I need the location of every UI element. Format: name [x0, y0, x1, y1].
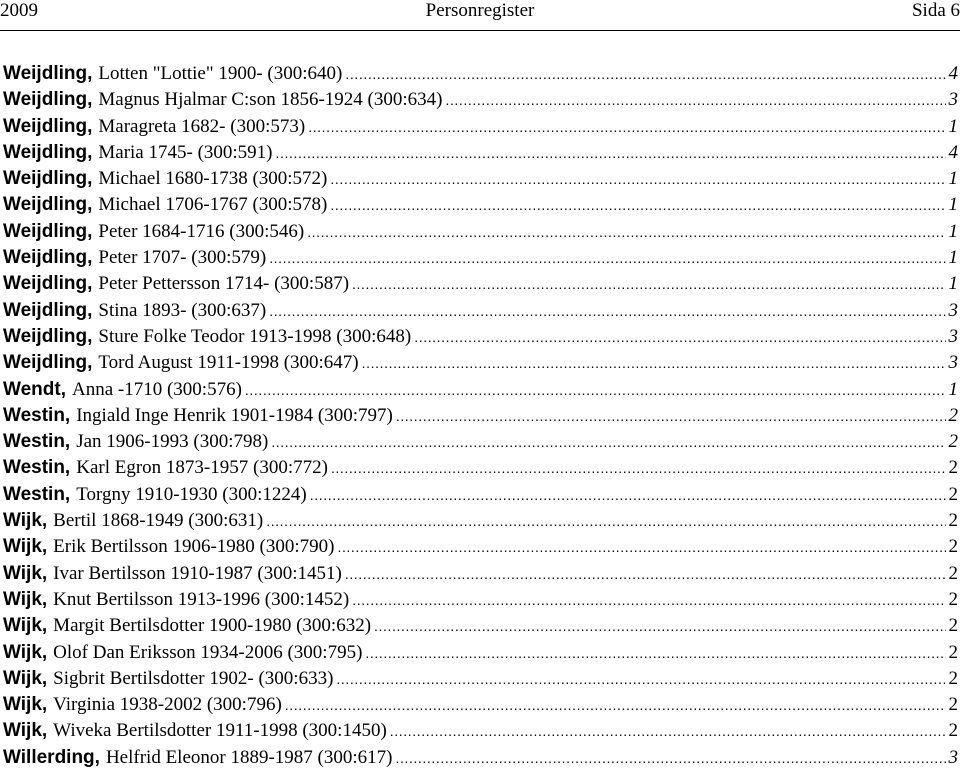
entry-details: Helfrid Eleonor 1889-1987 (300:617): [105, 746, 393, 768]
entry-page-number: 2: [948, 641, 958, 663]
entry-details: Karl Egron 1873-1957 (300:772): [76, 457, 328, 479]
entry-details: Magnus Hjalmar C:son 1856-1924 (300:634): [98, 89, 443, 111]
entry-details: Anna -1710 (300:576): [71, 378, 242, 400]
entry-page-number: 3: [948, 325, 958, 347]
dot-leader: [445, 87, 945, 113]
entry-surname: Wijk,: [3, 510, 48, 532]
entry-page-number: 2: [948, 404, 958, 426]
dot-leader: [285, 692, 946, 718]
dot-leader: [271, 429, 945, 455]
dot-leader: [266, 508, 945, 534]
index-entry: [3, 377, 960, 403]
entry-surname: Westin,: [3, 457, 71, 479]
entry-details: Erik Bertilsson 1906-1980 (300:790): [53, 536, 335, 558]
index-entry: [3, 271, 960, 297]
entry-surname: Wijk,: [3, 615, 48, 637]
index-entry: [3, 561, 960, 587]
entry-page-number: 1: [948, 378, 958, 400]
dot-leader: [345, 561, 946, 587]
entry-surname: Wijk,: [3, 536, 48, 558]
entry-page-number: 2: [948, 720, 958, 742]
index-entry: [3, 403, 960, 429]
index-entry: [3, 745, 960, 771]
index-entry: [3, 640, 960, 666]
entry-page-number: 2: [948, 536, 958, 558]
entry-surname: Weijdling,: [3, 352, 93, 374]
dot-leader: [269, 298, 945, 324]
entry-surname: Wijk,: [3, 667, 48, 689]
index-entry: [3, 166, 960, 192]
entry-page-number: 2: [948, 694, 958, 716]
entry-surname: Weijdling,: [3, 194, 93, 216]
dot-leader: [276, 140, 946, 166]
entry-page-number: 2: [948, 431, 958, 453]
entry-details: Peter 1684-1716 (300:546): [98, 220, 305, 242]
index-entry: [3, 534, 960, 560]
entry-page-number: 2: [948, 562, 958, 584]
index-entry: [3, 140, 960, 166]
entry-page-number: 1: [948, 115, 958, 137]
dot-leader: [310, 482, 946, 508]
index-entry: [3, 114, 960, 140]
entry-details: Virginia 1938-2002 (300:796): [53, 694, 282, 716]
entry-page-number: 3: [948, 299, 958, 321]
entry-details: Jan 1906-1993 (300:798): [76, 431, 269, 453]
entry-page-number: 1: [948, 273, 958, 295]
index-entry: [3, 718, 960, 744]
entry-page-number: 1: [948, 247, 958, 269]
index-entry: [3, 219, 960, 245]
index-entry: [3, 245, 960, 271]
dot-leader: [269, 245, 945, 271]
entry-surname: Weijdling,: [3, 325, 93, 347]
entry-details: Michael 1680-1738 (300:572): [98, 168, 328, 190]
entry-surname: Weijdling,: [3, 141, 93, 163]
index-entry: [3, 61, 960, 87]
index-entry: [3, 350, 960, 376]
entry-surname: Weijdling,: [3, 63, 93, 84]
entry-page-number: 4: [948, 63, 958, 84]
entry-details: Stina 1893- (300:637): [98, 299, 267, 321]
entry-details: Olof Dan Eriksson 1934-2006 (300:795): [53, 641, 363, 663]
index-entry: [3, 508, 960, 534]
dot-leader: [395, 745, 945, 771]
index-entry: [3, 324, 960, 350]
entry-details: Maragreta 1682- (300:573): [98, 115, 306, 137]
entry-page-number: 2: [948, 457, 958, 479]
entry-page-number: 2: [948, 615, 958, 637]
entry-details: Michael 1706-1767 (300:578): [98, 194, 328, 216]
index-entry: [3, 192, 960, 218]
entry-details: Margit Bertilsdotter 1900-1980 (300:632): [53, 615, 372, 637]
entry-page-number: 2: [948, 667, 958, 689]
entry-surname: Wijk,: [3, 588, 48, 610]
entry-page-number: 1: [948, 194, 958, 216]
entry-details: Bertil 1868-1949 (300:631): [53, 510, 264, 532]
dot-leader: [396, 403, 946, 429]
index-entry: [3, 666, 960, 692]
dot-leader: [307, 219, 945, 245]
entry-details: Sture Folke Teodor 1913-1998 (300:648): [98, 325, 412, 347]
entry-page-number: 3: [948, 352, 958, 374]
entry-page-number: 2: [948, 510, 958, 532]
index-entry: [3, 587, 960, 613]
entry-surname: Wijk,: [3, 562, 48, 584]
dot-leader: [308, 114, 945, 140]
entry-details: Peter 1707- (300:579): [98, 247, 267, 269]
entry-details: Maria 1745- (300:591): [98, 141, 273, 163]
entry-details: Knut Bertilsson 1913-1996 (300:1452): [53, 588, 350, 610]
header-divider: [0, 30, 960, 31]
entry-details: Torgny 1910-1930 (300:1224): [76, 483, 307, 505]
entry-page-number: 1: [948, 168, 958, 190]
entry-surname: Weijdling,: [3, 168, 93, 190]
dot-leader: [365, 640, 945, 666]
entry-page-number: 3: [948, 89, 958, 111]
entry-surname: Weijdling,: [3, 89, 93, 111]
dot-leader: [414, 324, 945, 350]
index-entry: [3, 429, 960, 455]
entry-details: Wiveka Bertilsdotter 1911-1998 (300:1450): [53, 720, 387, 742]
entry-details: Lotten "Lottie" 1900- (300:640): [98, 63, 343, 84]
entry-surname: Weijdling,: [3, 247, 93, 269]
entry-details: Ivar Bertilsson 1910-1987 (300:1451): [53, 562, 342, 584]
dot-leader: [345, 61, 945, 87]
dot-leader: [362, 350, 946, 376]
entry-details: Tord August 1911-1998 (300:647): [98, 352, 359, 374]
entry-surname: Westin,: [3, 431, 71, 453]
index-entry: [3, 298, 960, 324]
index-entry: [3, 613, 960, 639]
dot-leader: [352, 271, 945, 297]
entry-surname: Weijdling,: [3, 273, 93, 295]
header-year: 2009: [0, 0, 38, 21]
entry-surname: Weijdling,: [3, 115, 93, 137]
dot-leader: [330, 166, 945, 192]
entry-details: Peter Pettersson 1714- (300:587): [98, 273, 350, 295]
entry-surname: Weijdling,: [3, 220, 93, 242]
page-header: [0, 0, 960, 26]
entry-page-number: 1: [948, 220, 958, 242]
entry-surname: Wendt,: [3, 378, 66, 400]
entry-page-number: 4: [948, 141, 958, 163]
index-entry: [3, 87, 960, 113]
dot-leader: [245, 377, 946, 403]
entry-surname: Weijdling,: [3, 299, 93, 321]
entry-page-number: 3: [948, 746, 958, 768]
index-entry: [3, 692, 960, 718]
index-entry: [3, 482, 960, 508]
dot-leader: [352, 587, 945, 613]
index-entry: [3, 455, 960, 481]
dot-leader: [390, 718, 946, 744]
dot-leader: [374, 613, 945, 639]
dot-leader: [330, 192, 945, 218]
entry-surname: Wijk,: [3, 720, 48, 742]
entry-page-number: 2: [948, 588, 958, 610]
dot-leader: [336, 666, 945, 692]
person-index-list: [3, 61, 960, 771]
entry-surname: Wijk,: [3, 694, 48, 716]
dot-leader: [331, 455, 946, 481]
header-title: Personregister: [425, 0, 535, 21]
entry-surname: Westin,: [3, 404, 71, 426]
entry-details: Sigbrit Bertilsdotter 1902- (300:633): [53, 667, 334, 689]
entry-surname: Wijk,: [3, 641, 48, 663]
entry-page-number: 2: [948, 483, 958, 505]
entry-surname: Westin,: [3, 483, 71, 505]
entry-details: Ingiald Inge Henrik 1901-1984 (300:797): [76, 404, 393, 426]
dot-leader: [337, 534, 945, 560]
entry-surname: Willerding,: [3, 746, 100, 768]
header-page-number: Sida 6: [911, 0, 960, 21]
